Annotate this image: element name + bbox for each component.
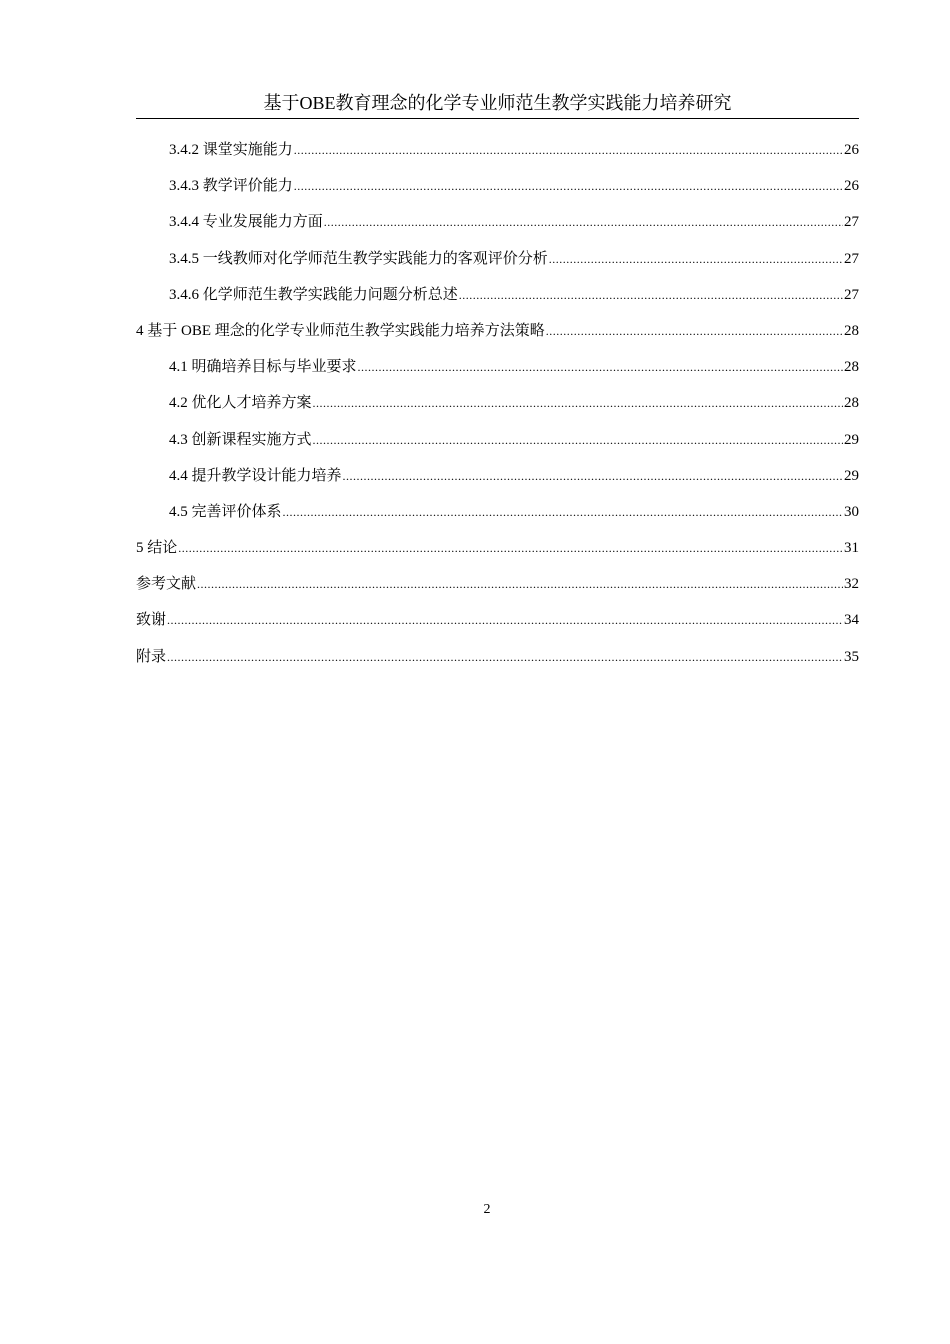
toc-entry[interactable] bbox=[136, 422, 859, 458]
toc-entry-title: 致谢 bbox=[136, 612, 167, 629]
toc-entry[interactable] bbox=[136, 639, 859, 675]
header-title: 基于OBE教育理念的化学专业师范生教学实践能力培养研究 bbox=[263, 93, 732, 113]
toc-entry[interactable] bbox=[136, 132, 859, 168]
toc-entry-title: 参考文献 bbox=[136, 576, 197, 593]
toc-entry-page: 32 bbox=[844, 576, 859, 593]
toc-entry-page: 29 bbox=[844, 431, 859, 448]
toc-entry-page: 30 bbox=[844, 503, 859, 520]
toc-entry-title: 4.3 创新课程实施方式 bbox=[169, 431, 312, 448]
toc-leader-dots bbox=[343, 458, 843, 494]
toc-entry[interactable] bbox=[136, 204, 859, 240]
toc-entry-page: 28 bbox=[844, 395, 859, 412]
toc-entry-page: 26 bbox=[844, 178, 859, 195]
toc-entry-page: 28 bbox=[844, 359, 859, 376]
toc-entry-page: 27 bbox=[844, 286, 859, 303]
toc-leader-dots bbox=[459, 277, 843, 313]
toc-leader-dots bbox=[358, 349, 843, 385]
page-footer bbox=[0, 1202, 950, 1218]
toc-entry-title: 4.2 优化人才培养方案 bbox=[169, 395, 312, 412]
page-header bbox=[136, 88, 859, 119]
table-of-contents bbox=[136, 132, 859, 675]
toc-entry[interactable] bbox=[136, 385, 859, 421]
toc-entry-title: 附录 bbox=[136, 648, 167, 665]
toc-entry-page: 27 bbox=[844, 214, 859, 231]
toc-entry[interactable] bbox=[136, 458, 859, 494]
toc-leader-dots bbox=[294, 168, 843, 204]
toc-entry[interactable] bbox=[136, 494, 859, 530]
toc-entry-title: 4 基于 OBE 理念的化学专业师范生教学实践能力培养方法策略 bbox=[136, 322, 545, 339]
toc-leader-dots bbox=[313, 422, 843, 458]
toc-entry-title: 4.1 明确培养目标与毕业要求 bbox=[169, 359, 357, 376]
toc-entry[interactable] bbox=[136, 277, 859, 313]
toc-leader-dots bbox=[178, 530, 843, 566]
toc-leader-dots bbox=[167, 639, 843, 675]
toc-entry[interactable] bbox=[136, 168, 859, 204]
toc-leader-dots bbox=[546, 313, 843, 349]
toc-entry[interactable] bbox=[136, 566, 859, 602]
toc-entry-page: 31 bbox=[844, 540, 859, 557]
toc-entry-title: 3.4.6 化学师范生教学实践能力问题分析总述 bbox=[169, 286, 458, 303]
toc-entry-title: 3.4.3 教学评价能力 bbox=[169, 178, 293, 195]
toc-leader-dots bbox=[313, 385, 843, 421]
toc-entry[interactable] bbox=[136, 349, 859, 385]
toc-entry-title: 3.4.4 专业发展能力方面 bbox=[169, 214, 323, 231]
toc-entry-title: 4.4 提升教学设计能力培养 bbox=[169, 467, 342, 484]
toc-entry[interactable] bbox=[136, 241, 859, 277]
toc-entry[interactable] bbox=[136, 530, 859, 566]
toc-leader-dots bbox=[283, 494, 843, 530]
toc-entry-page: 28 bbox=[844, 322, 859, 339]
toc-entry-title: 3.4.2 课堂实施能力 bbox=[169, 142, 293, 158]
toc-entry[interactable] bbox=[136, 602, 859, 638]
toc-entry-page: 29 bbox=[844, 467, 859, 484]
toc-entry[interactable] bbox=[136, 313, 859, 349]
toc-leader-dots bbox=[197, 566, 843, 602]
toc-entry-title: 5 结论 bbox=[136, 540, 178, 557]
toc-entry-page: 26 bbox=[844, 142, 859, 158]
toc-entry-title: 4.5 完善评价体系 bbox=[169, 503, 282, 520]
toc-entry-page: 27 bbox=[844, 250, 859, 267]
toc-leader-dots bbox=[549, 241, 843, 277]
toc-entry-title: 3.4.5 一线教师对化学师范生教学实践能力的客观评价分析 bbox=[169, 250, 548, 267]
toc-leader-dots bbox=[167, 602, 843, 638]
toc-entry-page: 34 bbox=[844, 612, 859, 629]
toc-leader-dots bbox=[324, 204, 843, 240]
toc-entry-page: 35 bbox=[844, 648, 859, 665]
toc-leader-dots bbox=[294, 132, 843, 168]
page-number: 2 bbox=[483, 1202, 491, 1217]
